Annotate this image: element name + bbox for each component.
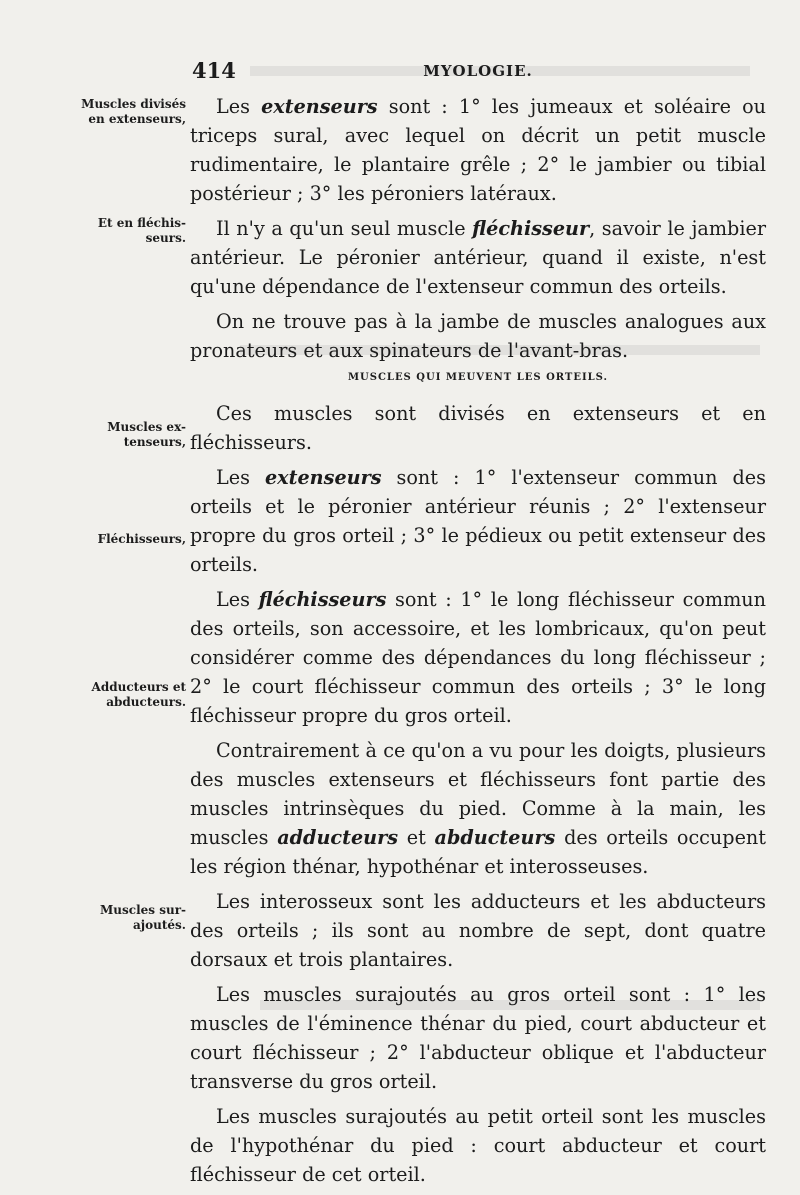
section-heading: MUSCLES QUI MEUVENT LES ORTEILS.	[347, 372, 609, 383]
running-title: MYOLOGIE.	[423, 62, 533, 80]
text-run: Les	[216, 588, 259, 611]
italic-term: fléchisseurs	[258, 588, 387, 611]
margin-note: Fléchisseurs,	[97, 532, 186, 546]
italic-term: fléchisseur	[472, 217, 590, 240]
italic-term: extenseurs	[261, 95, 378, 118]
paragraph: Les muscles surajoutés au petit orteil sont les muscles de l'hypothénar du pied : court abducteur et court fléchisseur de cet orteil.	[190, 1105, 766, 1186]
text-run: Contrairement à ce qu'on a vu pour les doigts, plusieurs des muscles extenseurs et fléchisseurs font partie des muscles intrinsèques du pied. Comme à la main, les muscles	[190, 739, 766, 849]
page-header	[190, 58, 766, 86]
paragraph	[190, 92, 766, 208]
margin-note: Et en fléchis-seurs.	[97, 216, 186, 245]
paragraph: Les muscles surajoutés au gros orteil sont : 1° les muscles de l'éminence thénar du pied, court abducteur et court fléchisseur ; 2° l'abducteur oblique et l'abducteur transverse du gros orteil.	[190, 983, 766, 1093]
paragraph	[190, 214, 766, 301]
italic-term: extenseurs	[264, 466, 382, 489]
text-run: Les	[216, 466, 265, 489]
text-run: , savoir le jambier antérieur. Le péronier antérieur, quand il existe, n'est qu'une dépendance de l'extenseur commun des orteils.	[190, 217, 766, 298]
italic-term: abducteurs	[434, 826, 556, 849]
paragraph: Ces muscles sont divisés en extenseurs et en fléchisseurs.	[190, 402, 766, 454]
paragraph: Les interosseux sont les adducteurs et les abducteurs des orteils ; ils sont au nombre de sept, dont quatre dorsaux et trois plantaires.	[190, 890, 766, 971]
text-run: sont : 1° les jumeaux et soléaire ou triceps sural, avec lequel on décrit un petit muscle rudimentaire, le plantaire grêle ; 2° le jambier ou tibial postérieur ; 3° les péroniers latéraux.	[190, 95, 767, 205]
margin-note: Muscles ex-tenseurs,	[107, 420, 186, 449]
text-run: et	[398, 826, 435, 849]
paragraph: On ne trouve pas à la jambe de muscles analogues aux pronateurs et aux spinateurs de l'avant-bras.	[190, 310, 766, 362]
margin-note: Muscles sur-ajoutés.	[100, 903, 186, 932]
text-run: Les	[216, 95, 262, 118]
paragraph	[190, 585, 766, 730]
margin-note: Adducteurs et abducteurs.	[91, 680, 186, 709]
margin-note: Muscles divisés en extenseurs,	[81, 97, 186, 126]
text-run: des orteils occupent les région thénar, hypothénar et interosseuses.	[190, 826, 766, 878]
text-run: sont : 1° le long fléchisseur commun des orteils, son accessoire, et les lombricaux, qu'on peut considérer comme des dépendances du long fléchisseur ; 2° le court fléchisseur commun des orteils ; 3° le long fléchisseur propre du gros orteil.	[190, 588, 767, 727]
italic-term: adducteurs	[277, 826, 399, 849]
text-run: Il n'y a qu'un seul muscle	[216, 217, 473, 240]
page-number: 414	[192, 58, 236, 83]
text-run: sont : 1° l'extenseur commun des orteils et le péronier antérieur réunis ; 2° l'extenseur propre du gros orteil ; 3° le pédieux ou petit extenseur des orteils.	[190, 466, 766, 576]
paragraph	[190, 463, 766, 579]
body-text	[190, 92, 766, 1195]
paragraph	[190, 736, 766, 881]
